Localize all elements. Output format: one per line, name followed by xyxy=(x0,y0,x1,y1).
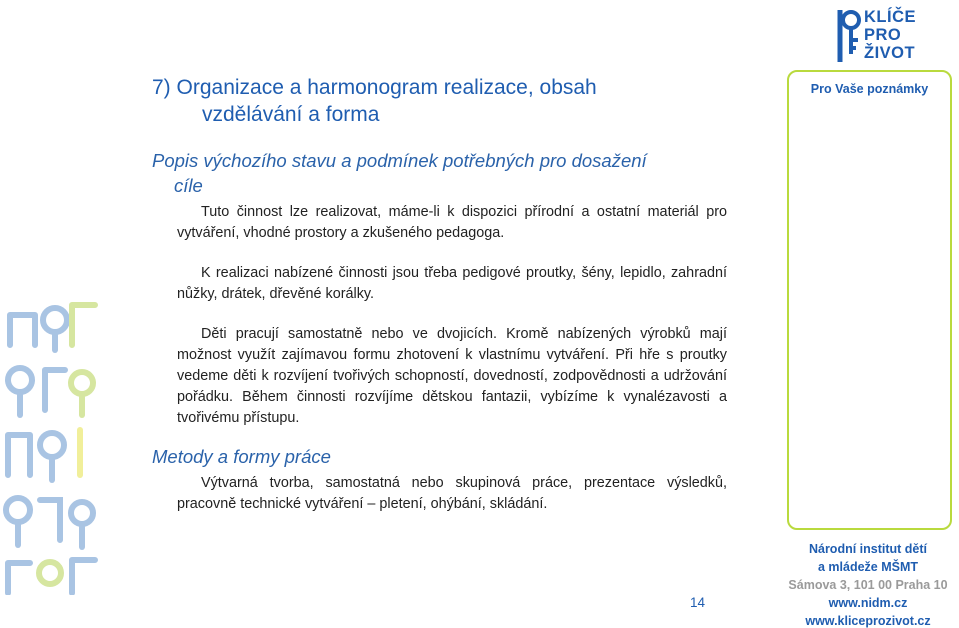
section2-paragraph-1: Výtvarná tvorba, samostatná nebo skupinová práce, prezentace výsledků, pracovně technické vytváření – pletení, ohýbání, skládání. xyxy=(177,475,727,512)
section-heading-methods: Metody a formy práce xyxy=(152,446,331,467)
org-website-klice[interactable]: www.kliceprozivot.cz xyxy=(805,614,931,628)
logo-text xyxy=(864,8,916,62)
section1-heading-line1: Popis výchozího stavu a podmínek potřebných pro dosažení xyxy=(152,150,647,171)
logo-line1: KLÍČE xyxy=(864,8,916,26)
notes-panel[interactable] xyxy=(787,70,952,530)
section1-paragraph-1: Tuto činnost lze realizovat, máme-li k dispozici přírodní a ostatní materiál pro vytváření, vhodné prostory a zkušeného pedagoga. xyxy=(177,204,727,241)
keys-logo-icon xyxy=(834,6,862,64)
org-line2: a mládeže MŠMT xyxy=(817,560,919,574)
logo-line2: PRO xyxy=(864,26,902,44)
logo xyxy=(834,6,954,64)
org-website-nidm[interactable]: www.nidm.cz xyxy=(828,596,908,610)
page-number: 14 xyxy=(690,595,706,610)
section1-paragraph-3: Děti pracují samostatně nebo ve dvojicích. Kromě nabízených výrobků mají možnost využít zajímavou formu zhotovení k vlastnímu vytváření. Při hře s proutky vedeme děti k rozvíjení tvořivých schopností, dovedností, zodpovědnosti a udržování pořádku. Během činnosti rozvíjíme dětskou fantazii, vybízíme k vynalézavosti a tvořivému přístupu. xyxy=(177,326,727,426)
logo-line3: ŽIVOT xyxy=(864,44,916,62)
slide-title-line2: vzdělávání a forma xyxy=(202,103,380,126)
slide-title-line1: 7) Organizace a harmonogram realizace, obsah xyxy=(152,76,597,99)
organization-info xyxy=(778,540,958,628)
notes-label: Pro Vaše poznámky xyxy=(810,82,929,96)
org-address: Sámova 3, 101 00 Praha 10 xyxy=(788,578,948,592)
slide-title xyxy=(152,74,712,128)
org-line1: Národní institut dětí xyxy=(808,542,928,556)
section-heading-description xyxy=(152,148,647,198)
section1-heading-line2: cíle xyxy=(174,175,203,196)
section1-paragraph-2: K realizaci nabízené činnosti jsou třeba pedigové proutky, šény, lepidlo, zahradní nůžky, drátek, dřevěné korálky. xyxy=(177,265,727,302)
key-pattern-decoration xyxy=(0,295,100,595)
